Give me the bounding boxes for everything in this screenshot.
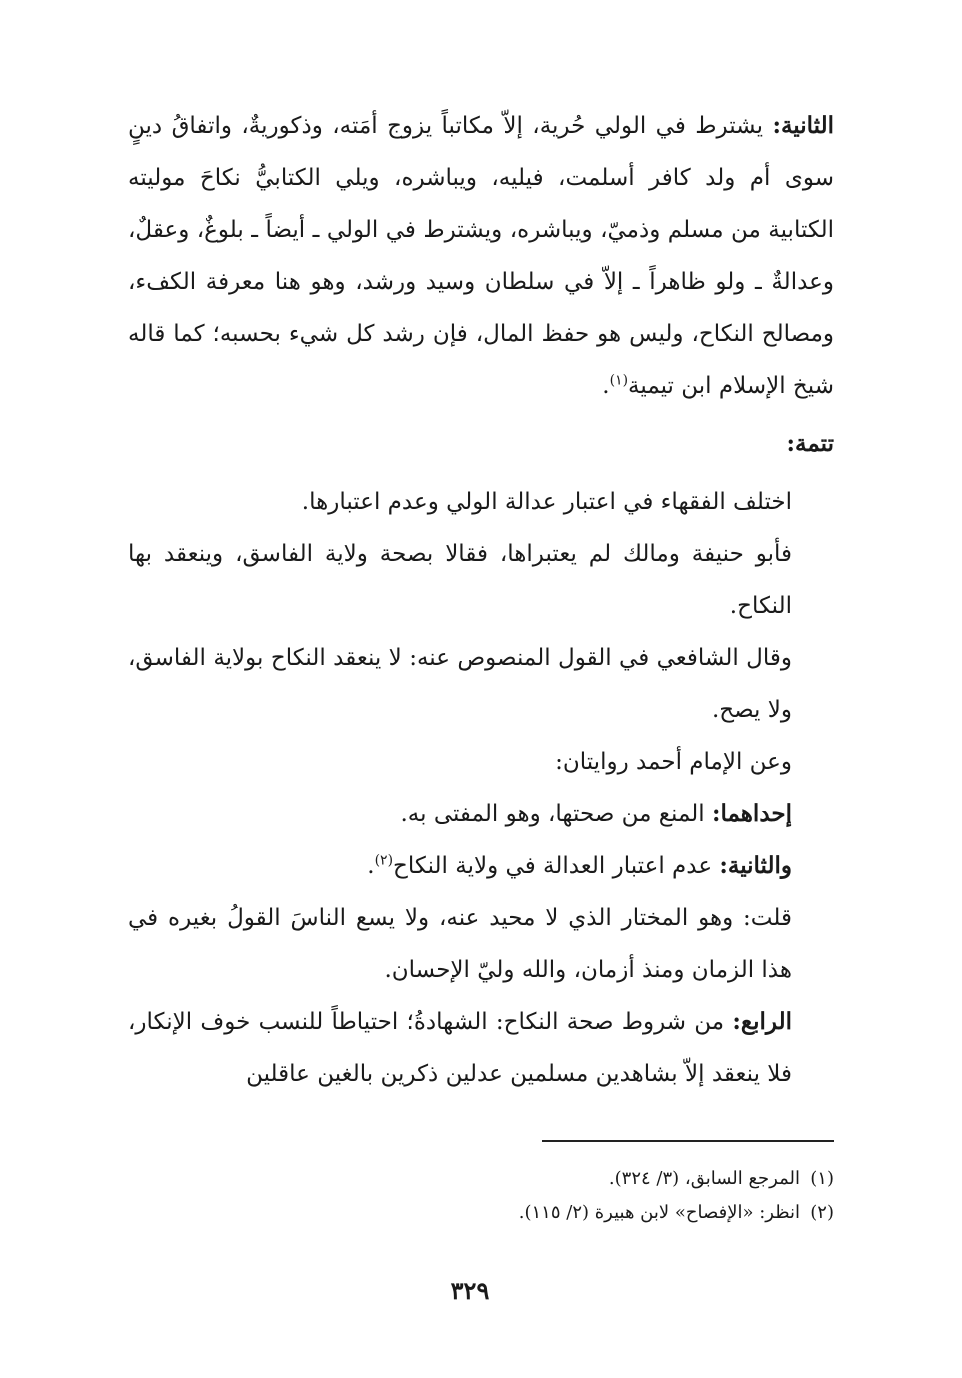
- footnotes: [128, 1162, 834, 1230]
- main-text: [128, 100, 834, 1100]
- paragraph-disagreement: اختلف الفقهاء في اعتبار عدالة الولي وعدم اعتبارها.: [301, 489, 792, 515]
- section-heading: تتمة:: [786, 430, 834, 457]
- paragraph-ahmad: وعن الإمام أحمد روايتان:: [555, 749, 792, 775]
- paragraph-text: يشترط في الولي حُرية، إلاّ مكاتباً يزوج أمَته، وذكوريةٌ، واتفاقُ دينٍ سوى أم ولد كافر أسلمت، فيليه، ويباشره، ويلي الكتابيُّ نكاحَ موليته الكتابية من مسلم وذميّ، ويباشره، ويشترط في الولي ـ أيضاً ـ بلوغٌ، وعقلٌ، وعدالةٌ ـ ولو ظاهراً ـ إلاّ في سلطان وسيد ورشد، وهو هنا معرفة الكفء، ومصالح النكاح، وليس هو حفظ المال، فإن رشد كل شيء بحسبه؛ كما قاله شيخ الإسلام ابن تيمية: [128, 113, 834, 399]
- paragraph-lead: الرابع:: [732, 1008, 792, 1035]
- page-number: ٣٢٩: [450, 1276, 490, 1305]
- footnote-2: [128, 1196, 834, 1230]
- footnote-text: انظر: «الإفصاح» لابن هبيرة (٢/ ١١٥).: [518, 1202, 800, 1223]
- paragraph-second-condition: [128, 100, 834, 412]
- paragraph-text: عدم اعتبار العدالة في ولاية النكاح: [393, 853, 720, 879]
- footnote-number: (١): [810, 1168, 834, 1189]
- footnote-text: المرجع السابق، (٣/ ٣٢٤).: [608, 1168, 800, 1189]
- paragraph-lead: الثانية:: [772, 112, 834, 139]
- footnote-1: [128, 1162, 834, 1196]
- paragraph-abu-hanifa: فأبو حنيفة ومالك لم يعتبراها، فقالا بصحة ولاية الفاسق، وينعقد بها النكاح.: [128, 541, 792, 619]
- paragraph-text: من شروط صحة النكاح: الشهادةُ؛ احتياطاً للنسب خوف الإنكار، فلا ينعقد إلاّ بشاهدين مسلمين عدلين ذكرين بالغين عاقلين: [128, 1009, 792, 1087]
- paragraph-end: .: [602, 373, 610, 399]
- paragraph-author-opinion: قلت: وهو المختار الذي لا محيد عنه، ولا يسع الناسَ القولُ بغيره في هذا الزمان ومنذ أزمان، والله وليّ الإحسان.: [128, 905, 792, 983]
- footnote-ref-2[interactable]: (٢): [374, 852, 394, 869]
- paragraph-lead: إحداهما:: [712, 800, 792, 827]
- footnote-ref-1[interactable]: (١): [609, 372, 629, 389]
- paragraph-lead: والثانية:: [719, 852, 792, 879]
- footnote-number: (٢): [810, 1202, 834, 1223]
- paragraph-end: .: [367, 853, 375, 879]
- paragraph-first-narration: [128, 788, 834, 840]
- paragraph-text: المنع من صحتها، وهو المفتى به.: [400, 801, 712, 827]
- footnote-divider: [542, 1140, 834, 1142]
- paragraph-fourth-condition: [128, 996, 834, 1100]
- paragraph-shafii: وقال الشافعي في القول المنصوص عنه: لا ينعقد النكاح بولاية الفاسق، ولا يصح.: [128, 645, 792, 723]
- paragraph-second-narration: [128, 840, 834, 892]
